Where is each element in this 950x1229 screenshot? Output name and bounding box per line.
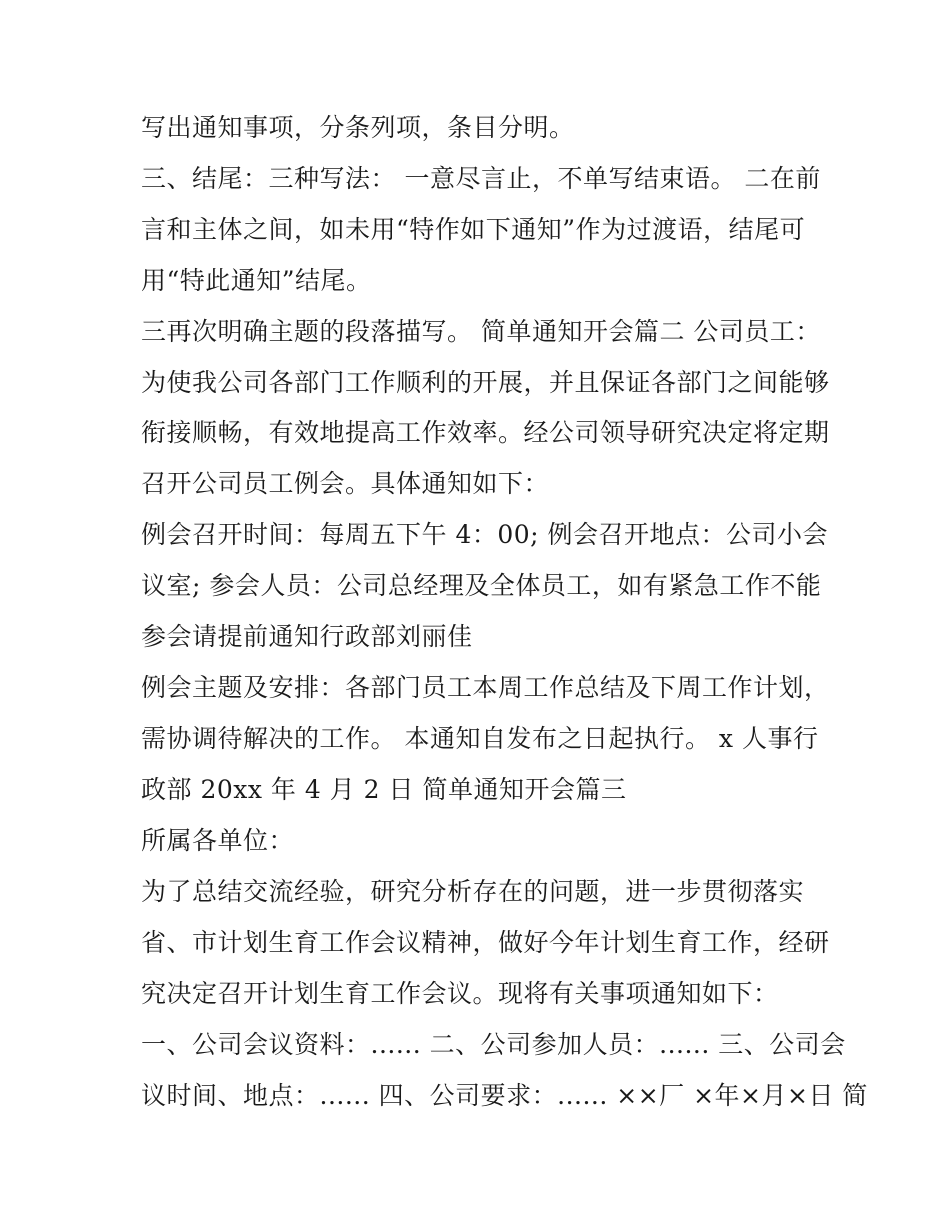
text-line: 政部 20xx 年 4 月 2 日 简单通知开会篇三 [141, 775, 627, 804]
text-line: 衔接顺畅，有效地提高工作效率。经公司领导研究决定将定期 [141, 418, 830, 447]
text-line: 议室; 参会人员：公司总经理及全体员工，如有紧急工作不能 [141, 571, 822, 600]
text-line: 需协调待解决的工作。 本通知自发布之日起执行。 x 人事行 [141, 724, 819, 753]
text-line: 省、市计划生育工作会议精神，做好今年计划生育工作，经研 [141, 928, 830, 957]
text-line: 参会请提前通知行政部刘丽佳 [141, 622, 473, 651]
text-line: 例会主题及安排：各部门员工本周工作总结及下周工作计划， [141, 673, 830, 702]
text-line: 为了总结交流经验，研究分析存在的问题，进一步贯彻落实 [141, 877, 805, 906]
text-line: 三、结尾：三种写法： 一意尽言止，不单写结束语。 二在前 [141, 164, 821, 193]
text-line: 所属各单位： [141, 826, 295, 855]
text-line: 例会召开时间：每周五下午 4：00; 例会召开地点：公司小会 [141, 520, 829, 549]
text-line: 议时间、地点：...... 四、公司要求：...... ××厂 ×年×月×日 简 [141, 1081, 868, 1110]
text-line: 言和主体之间，如未用“特作如下通知”作为过渡语，结尾可 [141, 215, 806, 244]
text-line: 究决定召开计划生育工作会议。现将有关事项通知如下： [141, 979, 779, 1008]
text-line: 为使我公司各部门工作顺利的开展，并且保证各部门之间能够 [141, 368, 830, 397]
text-line: 一、公司会议资料：...... 二、公司参加人员：...... 三、公司会 [141, 1030, 846, 1059]
text-line: 用“特此通知”结尾。 [141, 266, 372, 295]
text-line: 召开公司员工例会。具体通知如下： [141, 469, 550, 498]
text-line: 写出通知事项，分条列项，条目分明。 [141, 113, 575, 142]
text-line: 三再次明确主题的段落描写。 简单通知开会篇二 公司员工： [141, 317, 821, 346]
